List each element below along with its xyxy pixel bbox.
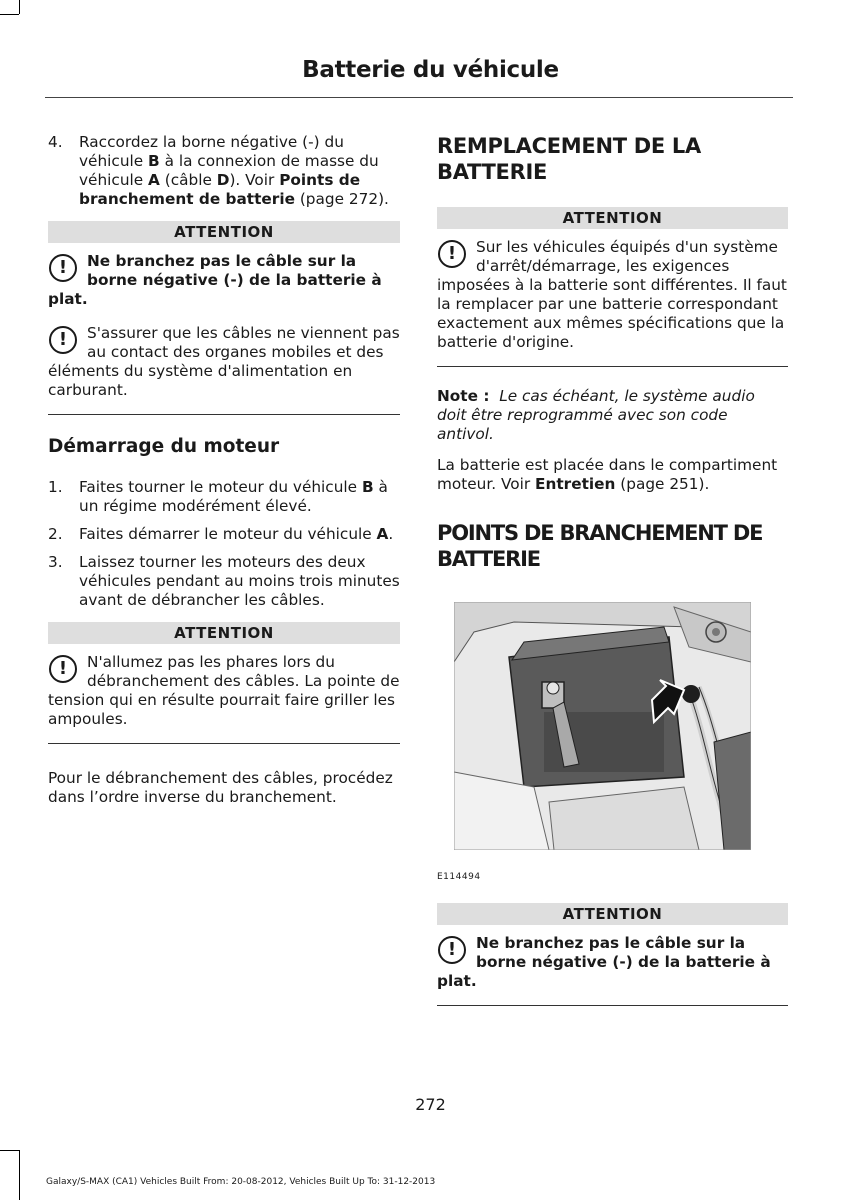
attention-bar: ATTENTION [437, 207, 788, 229]
crop-mark [19, 1150, 20, 1200]
footer-text: Galaxy/S-MAX (CA1) Vehicles Built From: 20-08-2012, Vehicles Built Up To: 31-12-2013 [46, 1177, 436, 1187]
step-text: Laissez tourner les moteurs des deux véhicules pendant au moins trois minutes avant de débrancher les câbles. [79, 553, 400, 609]
step-text: à un régime modérément élevé. [79, 478, 388, 515]
section-divider [437, 366, 788, 367]
step-text: (câble [159, 171, 217, 189]
section-divider [48, 743, 400, 744]
step-number: 4. [48, 133, 63, 151]
page-number: 272 [415, 1095, 446, 1114]
image-code: E114494 [437, 872, 481, 882]
warning-exclamation-icon: ! [49, 254, 77, 282]
step-3 [48, 553, 400, 610]
step-4 [48, 133, 400, 209]
label-a: A [148, 171, 160, 189]
warning-block [437, 934, 788, 991]
attention-bar: ATTENTION [48, 221, 400, 243]
warning-exclamation-icon: ! [438, 240, 466, 268]
page-reference: (page 272). [294, 190, 389, 208]
section-heading: REMPLACEMENT DE LA BATTERIE [437, 134, 701, 184]
right-column [437, 133, 788, 1006]
warning-text: Sur les véhicules équipés d'un système d'arrêt/démarrage, les exigences imposées à la batterie sont différentes. Il faut la remplacer par une batterie correspondant exactement aux mêmes spécifications que la batterie d'origine. [437, 238, 787, 351]
cross-reference-link[interactable]: Points de branchement de batterie [79, 171, 361, 208]
warning-text: N'allumez pas les phares lors du débranchement des câbles. La pointe de tension qui en résulte pourrait faire griller les ampoules. [48, 653, 400, 728]
step-text: . [388, 525, 394, 543]
crop-mark [0, 1150, 19, 1151]
crop-mark [19, 0, 20, 14]
crop-mark [0, 14, 19, 15]
step-text: Faites démarrer le moteur du véhicule [79, 525, 377, 543]
warning-exclamation-icon: ! [49, 655, 77, 683]
warning-block [48, 653, 400, 729]
warning-exclamation-icon: ! [438, 936, 466, 964]
step-text: à la connexion de masse du véhicule [79, 152, 379, 189]
step-text: Faites tourner le moteur du véhicule [79, 478, 362, 496]
step-2 [48, 525, 400, 544]
paragraph: Pour le débranchement des câbles, procédez dans l’ordre inverse du branchement. [48, 769, 393, 806]
section-divider [48, 414, 400, 415]
step-1 [48, 478, 400, 516]
note [437, 387, 788, 444]
section-divider [437, 1005, 788, 1006]
warning-exclamation-icon: ! [49, 326, 77, 354]
left-column [48, 133, 400, 819]
warning-block [48, 324, 400, 400]
note-label: Note : [437, 387, 490, 405]
note-text: Le cas échéant, le système audio doit être reprogrammé avec son code antivol. [437, 387, 755, 443]
label-a: A [376, 525, 389, 543]
warning-text: Ne branchez pas le câble sur la borne négative (-) de la batterie à plat. [437, 934, 771, 990]
section-heading: Démarrage du moteur [48, 436, 280, 457]
paragraph [437, 456, 788, 494]
section-heading: POINTS DE BRANCHEMENT DE BATTERIE [437, 521, 763, 571]
engine-bay-illustration [454, 602, 751, 850]
warning-block [437, 238, 788, 352]
step-number: 2. [48, 525, 63, 543]
page-reference: (page 251). [615, 475, 710, 493]
battery-photo [454, 602, 751, 850]
step-text: Raccordez la borne négative (-) du véhicule [79, 133, 344, 170]
attention-bar: ATTENTION [437, 903, 788, 925]
step-text: ). Voir [229, 171, 280, 189]
label-b: B [361, 478, 374, 496]
step-number: 3. [48, 553, 63, 571]
attention-bar: ATTENTION [48, 622, 400, 644]
warning-text: Ne branchez pas le câble sur la borne négative (-) de la batterie à plat. [48, 252, 382, 308]
warning-block [48, 252, 400, 309]
label-d: D [216, 171, 230, 189]
title-divider [45, 97, 793, 98]
step-number: 1. [48, 478, 63, 496]
label-b: B [148, 152, 160, 170]
cross-reference-link[interactable]: Entretien [535, 475, 616, 493]
warning-text: S'assurer que les câbles ne viennent pas au contact des organes mobiles et des éléments du système d'alimentation en carburant. [48, 324, 400, 399]
paragraph-text: La batterie est placée dans le compartiment moteur. Voir [437, 456, 778, 493]
page-title: Batterie du véhicule [302, 57, 559, 83]
